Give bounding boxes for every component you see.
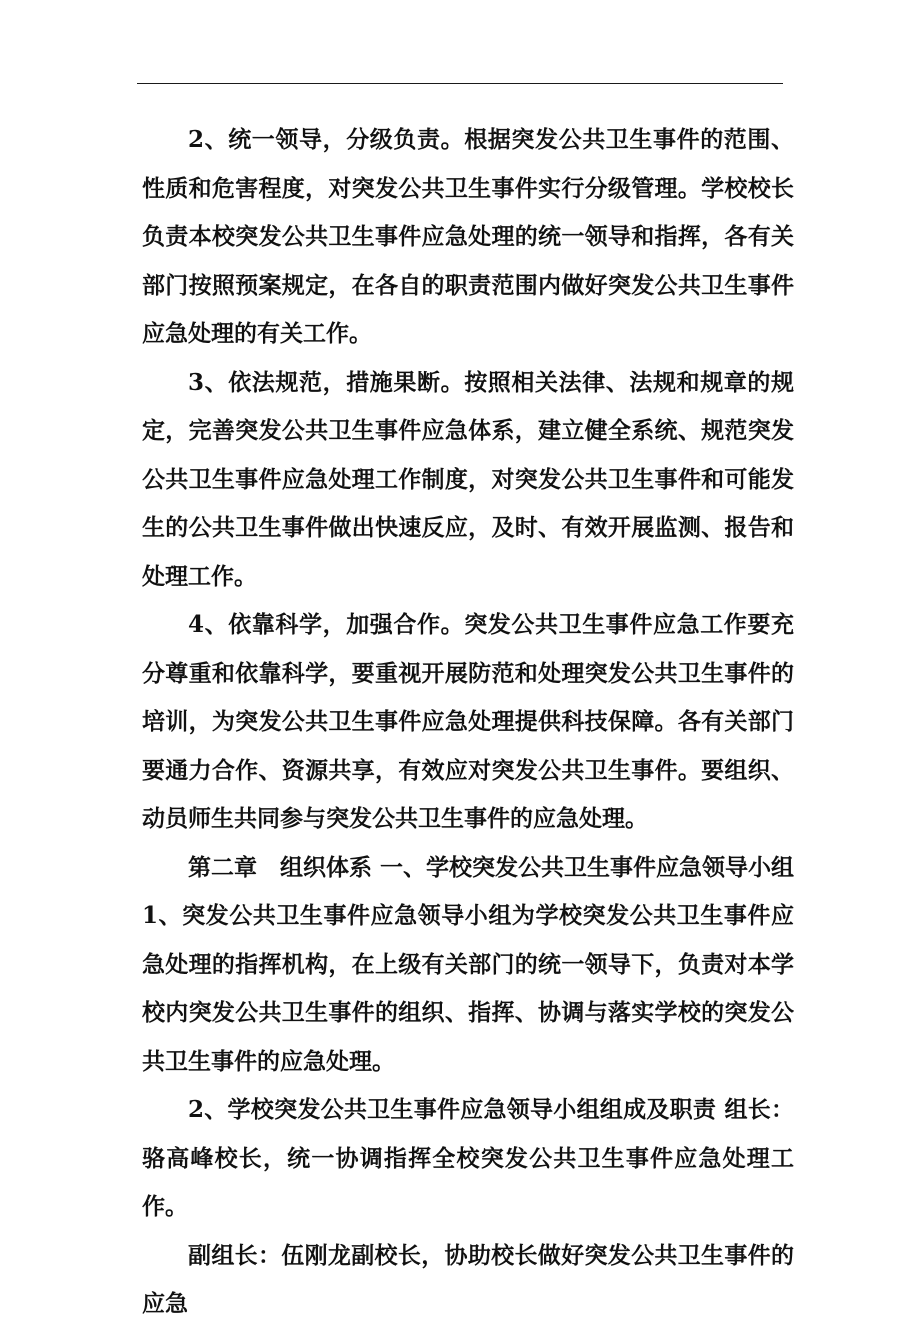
paragraph-group-leader: 2、学校突发公共卫生事件应急领导小组组成及职责 组长：骆高峰校长，统一协调指挥全校突发公共卫生事件应急处理工作。 — [142, 1096, 794, 1220]
paragraph-principle-2: 2、统一领导，分级负责。根据突发公共卫生事件的范围、性质和危害程度，对突发公共卫生事件实行分级管理。学校校长负责本校突发公共卫生事件应急处理的统一领导和指挥，各有关部门按照预案规定，在各自的职责范围内做好突发公共卫生事件应急处理的有关工作。 — [142, 126, 794, 347]
paragraph-principle-3: 3、依法规范，措施果断。按照相关法律、法规和规章的规定，完善突发公共卫生事件应急体系，建立健全系统、规范突发公共卫生事件应急处理工作制度，对突发公共卫生事件和可能发生的公共卫生事件做出快速反应，及时、有效开展监测、报告和处理工作。 — [142, 368, 794, 590]
paragraph-chapter-2: 第二章 组织体系 一、学校突发公共卫生事件应急领导小组 1、突发公共卫生事件应急领导小组为学校突发公共卫生事件应急处理的指挥机构，在上级有关部门的统一领导下，负责对本学校内突发公共卫生事件的组织、指挥、协调与落实学校的突发公共卫生事件的应急处理。 — [142, 853, 795, 1075]
document-body — [142, 116, 794, 1329]
paragraph-deputy-leader: 副组长：伍刚龙副校长，协助校长做好突发公共卫生事件的应急 — [142, 1241, 794, 1317]
paragraph-principle-4: 4、依靠科学，加强合作。突发公共卫生事件应急工作要充分尊重和依靠科学，要重视开展防范和处理突发公共卫生事件的培训，为突发公共卫生事件应急处理提供科技保障。各有关部门要通力合作、资源共享，有效应对突发公共卫生事件。要组织、动员师生共同参与突发公共卫生事件的应急处理。 — [142, 611, 794, 832]
header-rule — [137, 83, 783, 84]
